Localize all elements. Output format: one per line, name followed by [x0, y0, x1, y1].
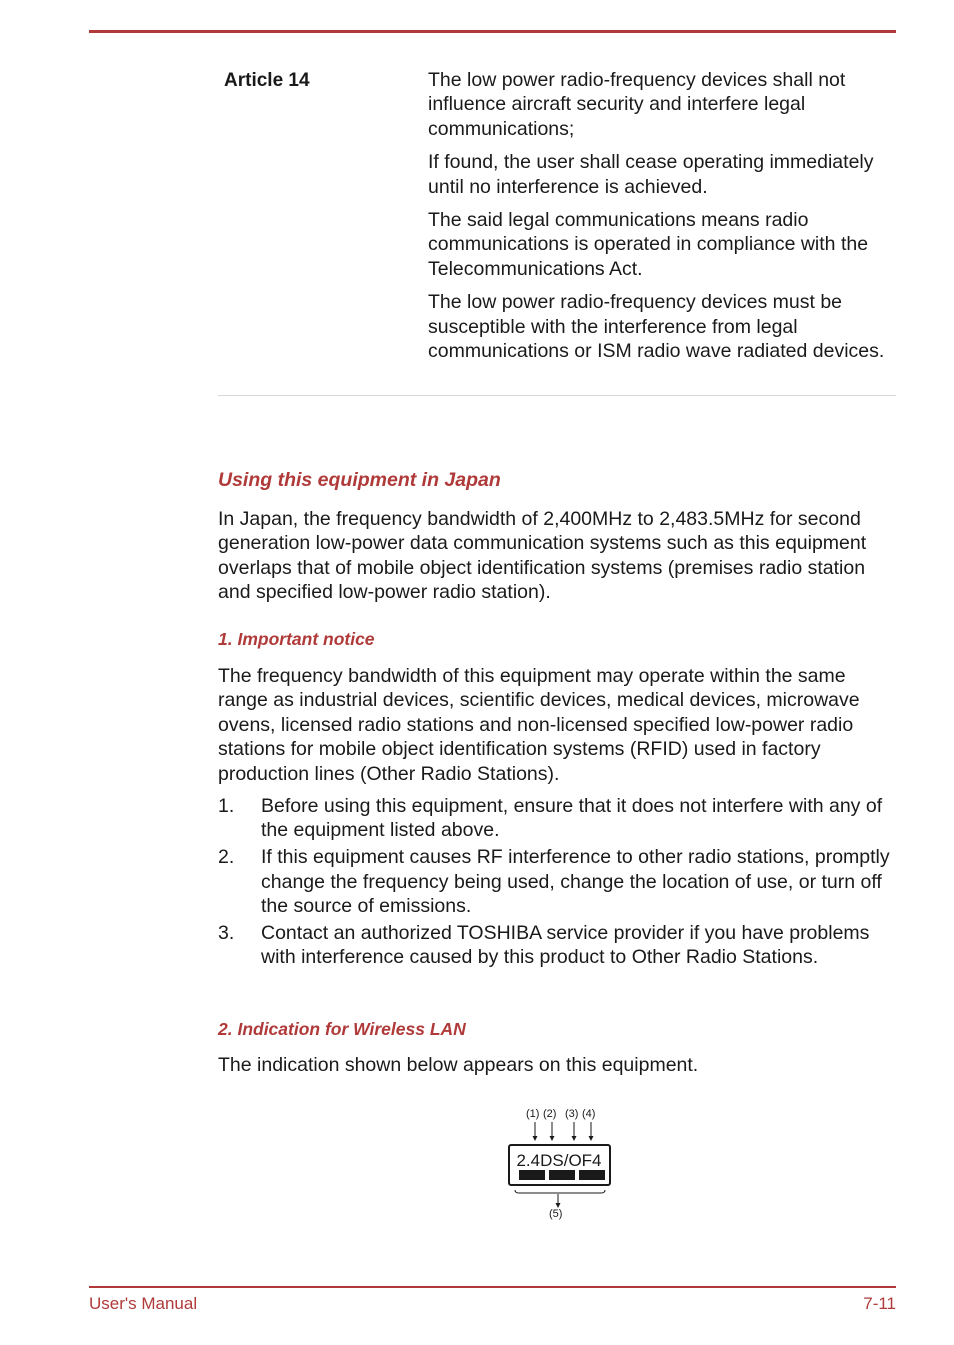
list-item	[218, 921, 898, 970]
article-paragraph: If found, the user shall cease operating immediately until no interference is achieved.	[428, 151, 874, 198]
subheading-wireless-lan: 2. Indication for Wireless LAN	[218, 1019, 466, 1039]
article-paragraph: The low power radio-frequency devices shall not influence aircraft security and interfere legal communications;	[428, 69, 846, 140]
callout-3: (3)	[565, 1108, 579, 1120]
list-item-text: Before using this equipment, ensure that it does not interfere with any of the equipment listed above.	[261, 795, 883, 842]
notice-list	[218, 794, 898, 972]
article-label: Article 14	[224, 70, 310, 91]
list-item	[218, 845, 898, 918]
article-body	[428, 68, 896, 372]
notice-paragraph: The frequency bandwidth of this equipment may operate within the same range as industrial devices, scientific devices, medical devices, microwave ovens, licensed radio stations and non-licensed specified low-power radio stations for mobile object identification systems (RFID) used in factory production lines (Other Radio Stations).	[218, 665, 860, 785]
list-item-number: 3.	[218, 922, 235, 945]
indication-bars	[519, 1170, 605, 1180]
article-paragraph: The said legal communications means radio communications is operated in compliance with the Telecommunications Act.	[428, 209, 869, 280]
wireless-lan-indication-figure	[505, 1102, 615, 1226]
indication-paragraph: The indication shown below appears on this equipment.	[218, 1054, 699, 1076]
section-heading-japan: Using this equipment in Japan	[218, 469, 501, 491]
list-item	[218, 794, 898, 843]
article-paragraph: The low power radio-frequency devices must be susceptible with the interference from legal communications or ISM radio wave radiated devices.	[428, 291, 885, 363]
callout-5-arrow	[556, 1194, 561, 1208]
callout-5: (5)	[549, 1208, 563, 1220]
list-item-text: If this equipment causes RF interference to other radio stations, promptly change the frequency being used, change the location of use, or turn off the source of emissions.	[261, 846, 890, 918]
list-item-number: 1.	[218, 795, 235, 817]
indication-label-text: 2.4DS/OF4	[516, 1151, 602, 1170]
callout-arrows	[533, 1122, 594, 1141]
header-rule	[89, 30, 896, 33]
japan-intro-paragraph: In Japan, the frequency bandwidth of 2,400MHz to 2,483.5MHz for second generation low-power data communication systems such as this equipment overlaps that of mobile object identification systems (premises radio station and specified low-power radio station).	[218, 508, 867, 604]
footer-page-number: 7-11	[863, 1294, 896, 1313]
list-item-number: 2.	[218, 846, 235, 869]
callout-1: (1)	[526, 1108, 540, 1120]
bracket	[515, 1190, 605, 1193]
callout-4: (4)	[582, 1108, 596, 1120]
subheading-important-notice: 1. Important notice	[218, 629, 375, 649]
callout-2: (2)	[543, 1108, 557, 1120]
list-item-text: Contact an authorized TOSHIBA service provider if you have problems with interference caused by this product to Other Radio Stations.	[261, 922, 870, 969]
footer-rule	[89, 1286, 896, 1288]
table-divider	[218, 395, 896, 396]
footer-manual-title: User's Manual	[89, 1294, 198, 1313]
